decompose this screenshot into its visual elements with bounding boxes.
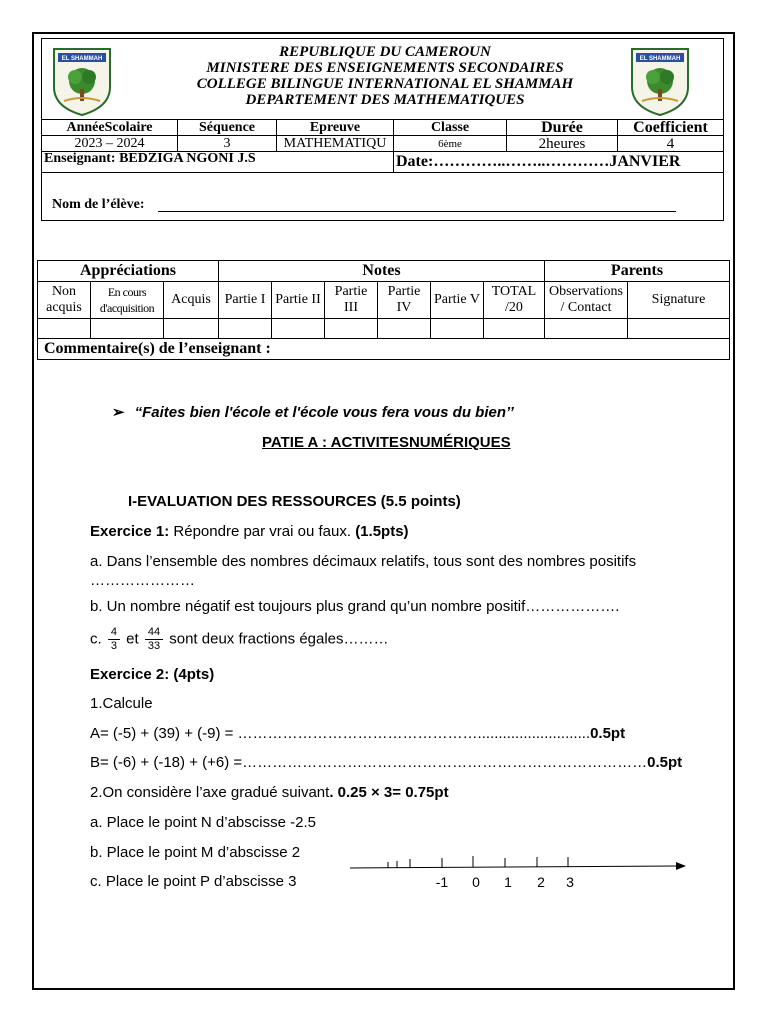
- acquis-label: Acquis: [164, 282, 219, 319]
- partie-5-cell[interactable]: [431, 319, 484, 339]
- student-name-label: Nom de l’élève:: [52, 197, 145, 212]
- header-line-2: MINISTERE DES ENSEIGNEMENTS SECONDAIRES: [206, 60, 564, 76]
- calc-A-text: A= (-5) + (39) + (-9) = …………………………………………...........................: [90, 725, 591, 742]
- exercice-2-heading: Exercice 2: (4pts): [90, 666, 215, 683]
- header-line-4: DEPARTEMENT DES MATHEMATIQUES: [245, 92, 525, 108]
- ex1-question-a: a. Dans l’ensemble des nombres décimaux relatifs, tous sont des nombres positifs …………………: [90, 553, 637, 589]
- fraction-4-3: [108, 626, 120, 653]
- motto-text: “Faites bien l'école et l'école vous fera vous du bien’’: [134, 404, 514, 421]
- date-field: Date:…………..……..…………JANVIER: [394, 152, 724, 173]
- axis-label-3: 3: [566, 874, 574, 890]
- epreuve-value: MATHEMATIQU: [277, 136, 394, 152]
- axis-question-c: c. Place le point P d’abscisse 3: [90, 873, 297, 890]
- annee-value: 2023 – 2024: [42, 136, 178, 152]
- axis-question: [90, 783, 449, 802]
- partie-3-label: Partie III: [325, 282, 378, 319]
- motto: [112, 403, 514, 422]
- ex1-c-suffix: sont deux fractions égales………: [169, 630, 389, 648]
- axis-question-a: a. Place le point N d’abscisse -2.5: [90, 814, 316, 831]
- ex1-c-prefix: c.: [90, 630, 102, 648]
- header-sequence: Séquence: [178, 120, 277, 136]
- partie-title: PATIE A : ACTIVITESNUMÉRIQUES: [262, 434, 511, 451]
- header-annee: AnnéeScolaire: [42, 120, 178, 136]
- calc-A: [90, 724, 625, 743]
- partie-2-cell[interactable]: [272, 319, 325, 339]
- total-cell[interactable]: [484, 319, 545, 339]
- total-label: TOTAL /20: [484, 282, 545, 319]
- partie-1-cell[interactable]: [219, 319, 272, 339]
- calcule-label: 1.Calcule: [90, 695, 153, 712]
- student-name-line[interactable]: [158, 211, 676, 212]
- notes-header: Notes: [219, 261, 545, 282]
- observations-label: Observations / Contact: [545, 282, 628, 319]
- non-acquis-label: Non acquis: [38, 282, 91, 319]
- frac1-denominator: 3: [110, 640, 117, 652]
- appreciations-header: Appréciations: [38, 261, 219, 282]
- arrow-bullet-icon: ➢: [112, 404, 125, 421]
- acquis-cell[interactable]: [164, 319, 219, 339]
- partie-4-cell[interactable]: [378, 319, 431, 339]
- partie-5-label: Partie V: [431, 282, 484, 319]
- axis-arrow-icon: [676, 862, 686, 870]
- logo-text: EL SHAMMAH: [61, 56, 103, 62]
- axis-line: [350, 866, 678, 868]
- school-logo-right: [628, 45, 692, 117]
- grades-table: [37, 260, 730, 360]
- ex1-question-b: b. Un nombre négatif est toujours plus grand qu’un nombre positif……………….: [90, 598, 620, 615]
- exam-info-table: [41, 119, 724, 173]
- non-acquis-cell[interactable]: [38, 319, 91, 339]
- calc-B: [90, 753, 682, 772]
- school-logo-left: [50, 45, 114, 117]
- logo-text: EL SHAMMAH: [639, 56, 681, 62]
- header-epreuve: Epreuve: [277, 120, 394, 136]
- ex1-label: Exercice 1:: [90, 523, 170, 540]
- header-line-1: REPUBLIQUE DU CAMEROUN: [279, 44, 491, 60]
- coefficient-value: 4: [618, 136, 724, 152]
- axis-label-minus-1: -1: [435, 874, 449, 890]
- en-cours-label: En cours d'acquisition: [91, 282, 164, 319]
- header-title: [150, 44, 620, 108]
- en-cours-cell[interactable]: [91, 319, 164, 339]
- ex1-points: (1.5pts): [355, 523, 409, 540]
- partie-1-label: Partie I: [219, 282, 272, 319]
- graduated-axis: [350, 852, 690, 892]
- axis-question-points: . 0.25 × 3= 0.75pt: [329, 784, 449, 801]
- enseignant: Enseignant: BEDZIGA NGONI J.S: [42, 152, 394, 173]
- axis-label-0: 0: [472, 874, 480, 890]
- section-title: I-EVALUATION DES RESSOURCES (5.5 points): [128, 493, 461, 510]
- header-duree: Durée: [507, 120, 618, 136]
- axis-question-b: b. Place le point M d’abscisse 2: [90, 844, 301, 861]
- partie-3-cell[interactable]: [325, 319, 378, 339]
- frac1-numerator: 4: [108, 626, 120, 640]
- grades-entry-row: [38, 319, 730, 339]
- axis-question-text: 2.On considère l’axe gradué suivant: [90, 784, 330, 801]
- partie-4-label: Partie IV: [378, 282, 431, 319]
- et-word: et: [126, 630, 139, 648]
- fraction-44-33: [145, 626, 163, 653]
- exercice-1-heading: [90, 522, 409, 541]
- frac2-denominator: 33: [147, 640, 161, 652]
- signature-label: Signature: [628, 282, 730, 319]
- sequence-value: 3: [178, 136, 277, 152]
- observations-cell[interactable]: [545, 319, 628, 339]
- signature-cell[interactable]: [628, 319, 730, 339]
- axis-label-1: 1: [504, 874, 512, 890]
- parents-header: Parents: [545, 261, 730, 282]
- ex1-question-c: [90, 626, 389, 653]
- duree-value: 2heures: [507, 136, 618, 152]
- classe-value: 6ème: [394, 136, 507, 152]
- calc-A-points: 0.5pt: [590, 725, 626, 742]
- header-coefficient: Coefficient: [618, 120, 724, 136]
- header-classe: Classe: [394, 120, 507, 136]
- axis-label-2: 2: [537, 874, 545, 890]
- calc-B-text: B= (-6) + (-18) + (+6) =………………………………………………………………………: [90, 754, 648, 771]
- ex1-instruction: Répondre par vrai ou faux.: [169, 523, 356, 540]
- teacher-comment: Commentaire(s) de l’enseignant :: [38, 339, 730, 360]
- frac2-numerator: 44: [145, 626, 163, 640]
- calc-B-points: 0.5pt: [647, 754, 683, 771]
- header-line-3: COLLEGE BILINGUE INTERNATIONAL EL SHAMMAH: [196, 76, 574, 92]
- partie-2-label: Partie II: [272, 282, 325, 319]
